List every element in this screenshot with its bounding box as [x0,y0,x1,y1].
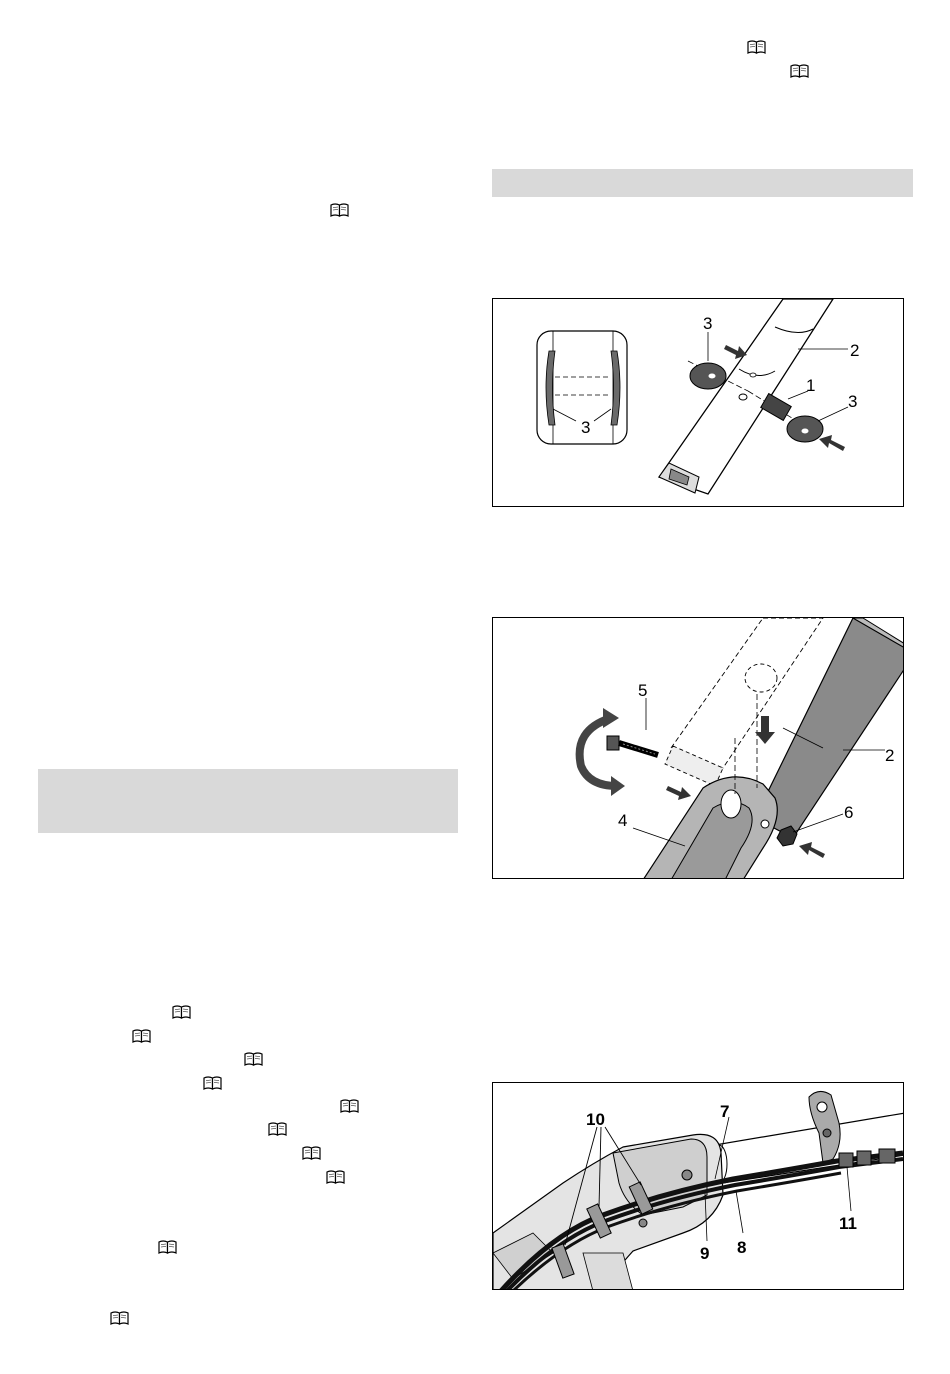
figure-label: 4 [618,811,628,830]
figure-cable-routing [492,1082,904,1290]
figure-washers-spacer [492,298,904,507]
figure-label: 8 [737,1238,747,1257]
open-book-icon [132,1029,151,1043]
open-book-icon [244,1052,263,1066]
open-book-icon [110,1311,129,1325]
open-book-icon [172,1005,191,1019]
figure-label: 3 [703,314,713,333]
open-book-icon [158,1240,177,1254]
figure-label: 7 [720,1102,730,1121]
section-heading-band [492,169,913,197]
figure-label: 2 [850,341,860,360]
section-heading-band [38,769,458,833]
figure-label: 11 [839,1214,857,1233]
open-book-icon [790,64,809,78]
figure-label: 2 [885,746,895,765]
open-book-icon [302,1146,321,1160]
open-book-icon [326,1170,345,1184]
figure-label: 5 [638,681,648,700]
figure-label: 9 [700,1244,710,1263]
open-book-icon [330,203,349,217]
figure-label: 6 [844,803,854,822]
open-book-icon [340,1099,359,1113]
open-book-icon [268,1122,287,1136]
open-book-icon [203,1076,222,1090]
figure-bolt-nut-assembly [492,617,904,879]
figure-label: 10 [586,1110,605,1129]
open-book-icon [747,40,766,54]
figure-label: 3 [581,418,591,437]
figure-label: 3 [848,392,858,411]
figure-label: 1 [806,376,816,395]
